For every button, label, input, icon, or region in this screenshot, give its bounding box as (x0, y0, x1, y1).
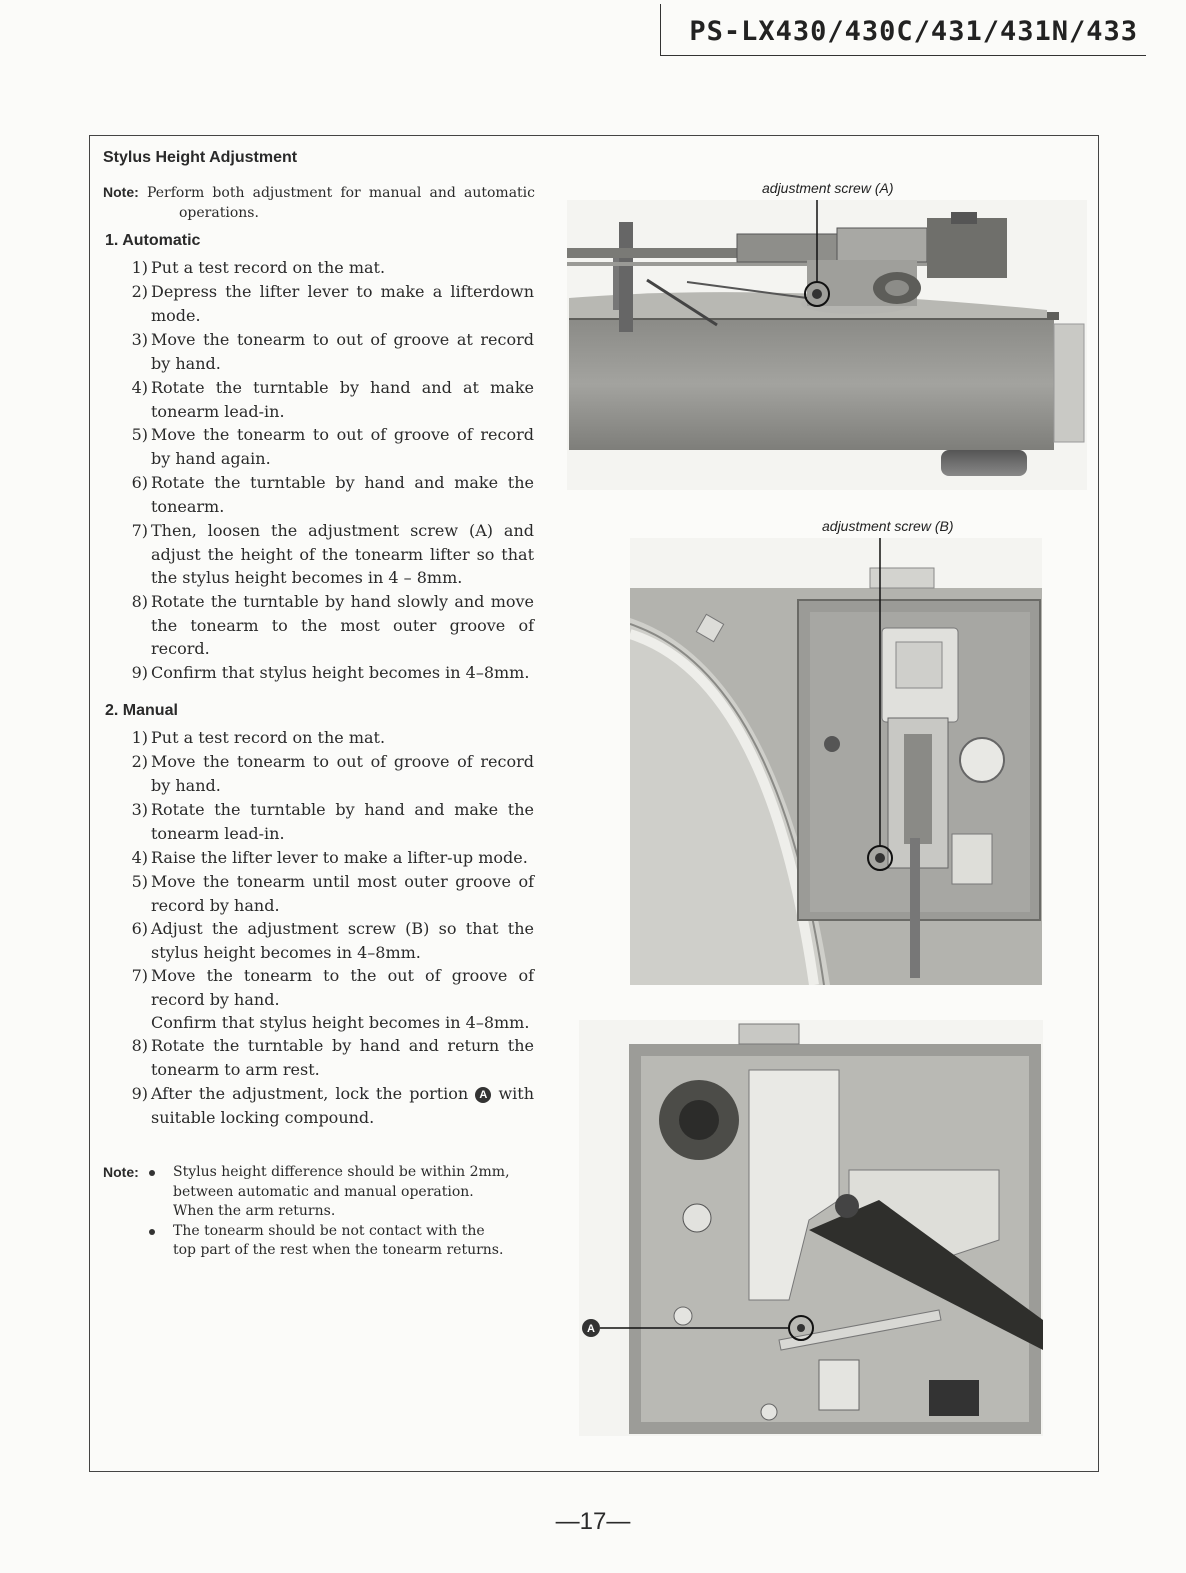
automatic-heading: 1. Automatic (105, 232, 201, 249)
manual-step-6: 6) Adjust the adjustment screw (B) so that the stylus height becomes in 4–8mm. (131, 919, 534, 962)
bullet-icon (149, 1170, 155, 1176)
manual-step-9: 9) After the adjustment, lock the portion A with suitable locking compound. (131, 1084, 534, 1127)
manual-heading: 2. Manual (105, 702, 178, 719)
auto-step-3: 3) Move the tonearm to out of groove at record by hand. (131, 330, 534, 373)
portion-a-marker: A (475, 1087, 491, 1103)
callout-adjustment-screw-b: adjustment screw (B) (822, 518, 954, 534)
auto-step-9: 9) Confirm that stylus height becomes in 4–8mm. (131, 663, 530, 682)
note-bottom (103, 1163, 523, 1261)
manual-step-1: 1) Put a test record on the mat. (131, 728, 386, 747)
model-number: PS-LX430/430C/431/431N/433 (689, 16, 1138, 47)
turntable-underside-photo (579, 1020, 1043, 1436)
auto-step-2: 2) Depress the lifter lever to make a lifterdown mode. (131, 282, 534, 325)
note-top-label: Note: (103, 184, 139, 200)
note-bottom-label: Note: (103, 1164, 139, 1180)
auto-step-6: 6) Rotate the turntable by hand and make the tonearm. (131, 473, 534, 516)
model-header (660, 4, 1146, 56)
callout-adjustment-screw-a: adjustment screw (A) (762, 180, 894, 196)
note-top (103, 182, 535, 223)
auto-step-7: 7) Then, loosen the adjustment screw (A) and adjust the height of the tonearm lifter so that the stylus height becomes in 4 – 8mm. (131, 521, 534, 587)
manual-step-7: 7) Move the tonearm to the out of groove of record by hand. Confirm that stylus height becomes in 4–8mm. (124, 964, 534, 1035)
note-bottom-item-1: Stylus height difference should be within 2mm, between automatic and manual operation. When the arm returns. (173, 1163, 523, 1222)
turntable-top-view-photo (630, 538, 1042, 985)
note-bottom-item-2: The tonearm should be not contact with the top part of the rest when the tonearm returns. (173, 1222, 523, 1261)
auto-step-8: 8) Rotate the turntable by hand slowly and move the tonearm to the most outer groove of record. (131, 592, 534, 658)
manual-step-2: 2) Move the tonearm to out of groove of record by hand. (131, 752, 534, 795)
manual-step-7-extra: Confirm that stylus height becomes in 4–8mm. (151, 1013, 530, 1032)
marker-a-label: A (587, 1323, 595, 1335)
note-top-text: Perform both adjustment for manual and automatic (146, 185, 535, 201)
auto-step-4: 4) Rotate the turntable by hand and at make tonearm lead-in. (131, 378, 534, 421)
page-number: —17— (555, 1508, 631, 1535)
manual-step-8: 8) Rotate the turntable by hand and return the tonearm to arm rest. (131, 1036, 534, 1079)
manual-step-4: 4) Raise the lifter lever to make a lifter-up mode. (131, 848, 528, 867)
manual-step-5: 5) Move the tonearm until most outer groove of record by hand. (131, 872, 534, 915)
turntable-side-view-photo (567, 200, 1087, 490)
note-top-text-2: operations. (179, 205, 259, 221)
auto-step-5: 5) Move the tonearm to out of groove of record by hand again. (131, 425, 534, 468)
bullet-icon (149, 1229, 155, 1235)
auto-step-1: 1) Put a test record on the mat. (131, 258, 386, 277)
section-title: Stylus Height Adjustment (103, 149, 298, 166)
manual-step-3: 3) Rotate the turntable by hand and make the tonearm lead-in. (131, 800, 534, 843)
